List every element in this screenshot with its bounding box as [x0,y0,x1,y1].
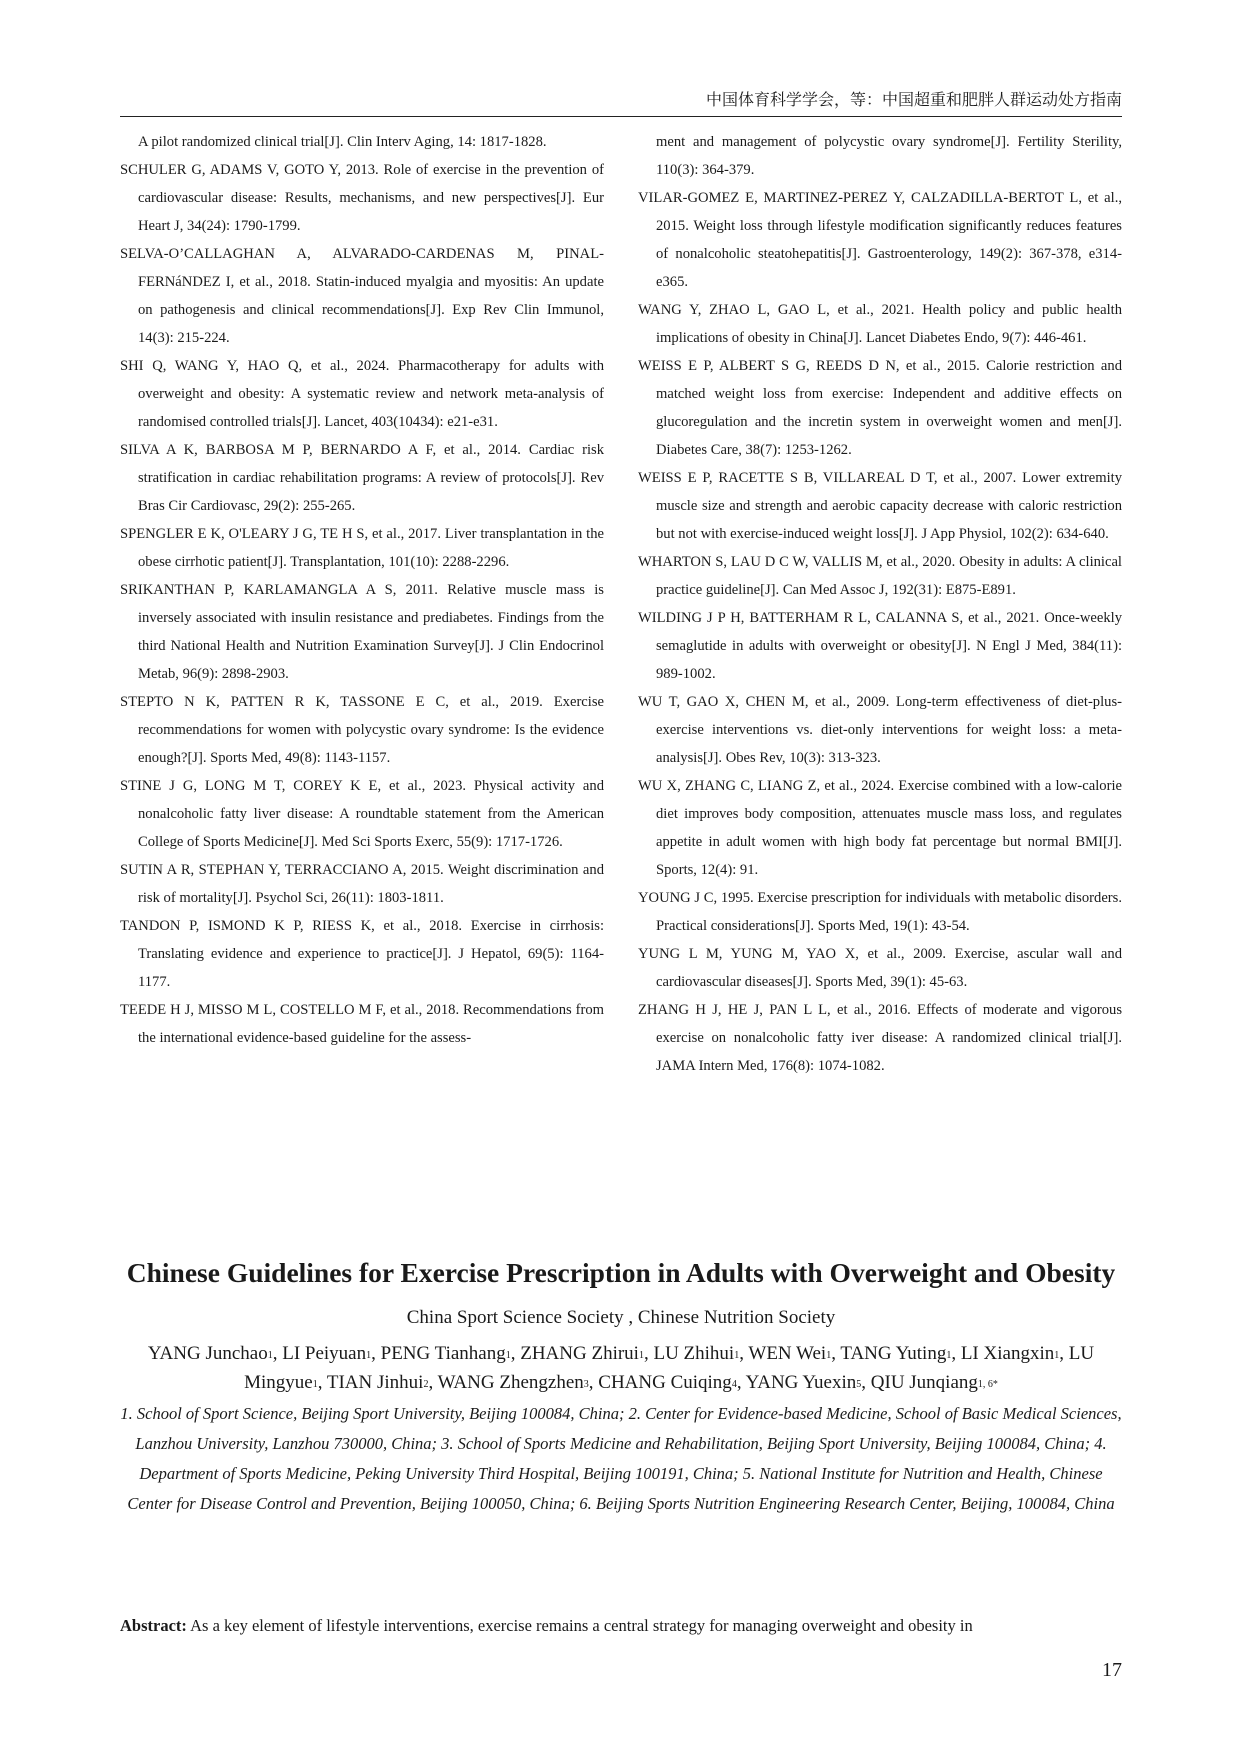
running-header [120,89,1122,117]
author-name: TIAN Jinhui [326,1372,424,1393]
author-list: YANG Junchao$^1$, LI Peiyuan$^1$, PENG Tianhang$^1$, ZHANG Zhirui$^1$, LU Zhihui$^1$, WEN Wei$^1$, TANG Yuting$^1$, LI Xiangxin$^1$, LU Mingyue$^1$, TIAN Jinhui$^2$, WANG Zhengzhen$^3$, CHANG Cuiqing$^4$, YANG Yuexin$^5$, QIU Junqiang$^{1, 6*}$ [147,1343,1095,1393]
author-affiliation-marker: 1 [505,1350,511,1361]
article-heading [120,1253,1122,1519]
reference-entry: VILAR-GOMEZ E, MARTINEZ-PEREZ Y, CALZADILLA-BERTOT L, et al., 2015. Weight loss through lifestyle modification significantly reduces features of nonalcoholic steatohepatitis[J]. Gastroenterology, 149(2): 367-378, e314-e365. [638,190,1122,290]
organizations: China Sport Science Society , Chinese Nutrition Society [406,1307,836,1328]
references-left-column [120,128,604,1052]
reference-entry: SUTIN A R, STEPHAN Y, TERRACCIANO A, 2015. Weight discrimination and risk of mortality[J]. Psychol Sci, 26(11): 1803-1811. [120,862,604,906]
author-name: CHANG Cuiqing [598,1372,732,1393]
reference-entry: ment and management of polycystic ovary syndrome[J]. Fertility Sterility, 110(3): 364-379. [656,134,1122,178]
page-number: 17 [1102,1659,1122,1681]
reference-entry: STEPTO N K, PATTEN R K, TASSONE E C, et al., 2019. Exercise recommendations for women with polycystic ovary syndrome: Is the evidence enough?[J]. Sports Med, 49(8): 1143-1157. [120,694,604,766]
reference-entry: TEEDE H J, MISSO M L, COSTELLO M F, et al., 2018. Recommendations from the international evidence-based guideline for the assess- [120,1002,604,1046]
abstract-label: Abstract: [120,1616,187,1635]
author-name: WEN Wei [748,1343,827,1364]
author-name: LU Mingyue [244,1343,1095,1393]
author-affiliation-marker: 1 [826,1350,832,1361]
author-affiliation-marker: 1 [1054,1350,1060,1361]
reference-entry: ZHANG H J, HE J, PAN L L, et al., 2016. Effects of moderate and vigorous exercise on nonalcoholic fatty iver disease: A randomized clinical trial[J]. JAMA Intern Med, 176(8): 1074-1082. [638,1002,1122,1074]
reference-entry: WILDING J P H, BATTERHAM R L, CALANNA S, et al., 2021. Once-weekly semaglutide in adults with overweight or obesity[J]. N Engl J Med, 384(11): 989-1002. [638,610,1122,682]
author-affiliation-marker: 1, 6* [977,1379,998,1390]
reference-entry: SILVA A K, BARBOSA M P, BERNARDO A F, et al., 2014. Cardiac risk stratification in cardiac rehabilitation programs: A review of protocols[J]. Rev Bras Cir Cardiovasc, 29(2): 255-265. [120,442,604,514]
reference-entry: WEISS E P, RACETTE S B, VILLAREAL D T, et al., 2007. Lower extremity muscle size and strength and aerobic capacity decrease with caloric restriction but not with exercise-induced weight loss[J]. J App Physiol, 102(2): 634-640. [638,470,1122,542]
author-affiliation-marker: 3 [583,1379,589,1390]
author-affiliation-marker: 1 [312,1379,318,1390]
reference-entry: SRIKANTHAN P, KARLAMANGLA A S, 2011. Relative muscle mass is inversely associated with insulin resistance and prediabetes. Findings from the third National Health and Nutrition Examination Survey[J]. J Clin Endocrinol Metab, 96(9): 2898-2903. [120,582,604,682]
author-affiliation-marker: 5 [856,1379,862,1390]
author-name: WANG Zhengzhen [437,1372,584,1393]
author-name: ZHANG Zhirui [520,1343,639,1364]
author-name: LU Zhihui [653,1343,735,1364]
author-name: LI Xiangxin [960,1343,1055,1364]
reference-entry: SCHULER G, ADAMS V, GOTO Y, 2013. Role of exercise in the prevention of cardiovascular disease: Results, mechanisms, and new perspectives[J]. Eur Heart J, 34(24): 1790-1799. [120,162,604,234]
author-affiliation-marker: 1 [638,1350,644,1361]
author-affiliation-marker: 1 [366,1350,372,1361]
author-name: QIU Junqiang [870,1372,978,1393]
author-name: LI Peiyuan [282,1343,367,1364]
reference-entry: WU T, GAO X, CHEN M, et al., 2009. Long-term effectiveness of diet-plus-exercise interventions vs. diet-only interventions for weight loss: a meta-analysis[J]. Obes Rev, 10(3): 313-323. [638,694,1122,766]
author-name: TANG Yuting [840,1343,947,1364]
author-affiliation-marker: 2 [423,1379,429,1390]
reference-entry: SPENGLER E K, O'LEARY J G, TE H S, et al., 2017. Liver transplantation in the obese cirrhotic patient[J]. Transplantation, 101(10): 2288-2296. [120,526,604,570]
reference-entry: WHARTON S, LAU D C W, VALLIS M, et al., 2020. Obesity in adults: A clinical practice guideline[J]. Can Med Assoc J, 192(31): E875-E891. [638,554,1122,598]
author-affiliation-marker: 4 [731,1379,737,1390]
author-affiliation-marker: 1 [946,1350,952,1361]
reference-entry: WANG Y, ZHAO L, GAO L, et al., 2021. Health policy and public health implications of obesity in China[J]. Lancet Diabetes Endo, 9(7): 446-461. [638,302,1122,346]
reference-entry: TANDON P, ISMOND K P, RIESS K, et al., 2018. Exercise in cirrhosis: Translating evidence and experience to practice[J]. J Hepatol, 69(5): 1164-1177. [120,918,604,990]
author-affiliation-marker: 1 [267,1350,273,1361]
reference-entry: SHI Q, WANG Y, HAO Q, et al., 2024. Pharmacotherapy for adults with overweight and obesity: A systematic review and network meta-analysis of randomised controlled trials[J]. Lancet, 403(10434): e21-e31. [120,358,604,430]
reference-entry: A pilot randomized clinical trial[J]. Clin Interv Aging, 14: 1817-1828. [138,134,547,150]
reference-entry: YUNG L M, YUNG M, YAO X, et al., 2009. Exercise, ascular wall and cardiovascular diseases[J]. Sports Med, 39(1): 45-63. [638,946,1122,990]
reference-entry: YOUNG J C, 1995. Exercise prescription for individuals with metabolic disorders. Practical considerations[J]. Sports Med, 19(1): 43-54. [638,890,1122,934]
reference-entry: WU X, ZHANG C, LIANG Z, et al., 2024. Exercise combined with a low-calorie diet improves body composition, attenuates muscle mass loss, and regulates appetite in adult women with high body fat percentage but normal BMI[J]. Sports, 12(4): 91. [638,778,1122,878]
article-title: Chinese Guidelines for Exercise Prescription in Adults with Overweight and Obesity [126,1257,1116,1288]
author-name: YANG Yuexin [745,1372,857,1393]
reference-entry: SELVA-O’CALLAGHAN A, ALVARADO-CARDENAS M, PINAL-FERNáNDEZ I, et al., 2018. Statin-induced myalgia and myositis: An update on pathogenesis and clinical recommendations[J]. Exp Rev Clin Immunol, 14(3): 215-224. [120,246,604,346]
running-title: 中国体育科学学会，等：中国超重和肥胖人群运动处方指南 [705,92,1122,109]
author-name: YANG Junchao [147,1343,268,1364]
references-right-column [638,128,1122,1080]
reference-entry: WEISS E P, ALBERT S G, REEDS D N, et al., 2015. Calorie restriction and matched weight loss from exercise: Independent and additive effects on glucoregulation and the incretin system in overweight women and men[J]. Diabetes Care, 38(7): 1253-1262. [638,358,1122,458]
abstract [120,1613,1122,1639]
reference-entry: STINE J G, LONG M T, COREY K E, et al., 2023. Physical activity and nonalcoholic fatty liver disease: A roundtable statement from the American College of Sports Medicine[J]. Med Sci Sports Exerc, 55(9): 1717-1726. [120,778,604,850]
author-name: PENG Tianhang [380,1343,506,1364]
affiliations: 1. School of Sport Science, Beijing Sport University, Beijing 100084, China; 2. Center for Evidence-based Medicine, School of Basic Medical Sciences, Lanzhou University, Lanzhou 730000, China; 3. School of Sports Medicine and Rehabilitation, Beijing Sport University, Beijing 100084, China; 4. Department of Sports Medicine, Peking University Third Hospital, Beijing 100191, China; 5. National Institute for Nutrition and Health, Chinese Center for Disease Control and Prevention, Beijing 100050, China; 6. Beijing Sports Nutrition Engineering Research Center, Beijing, 100084, China [120,1404,1122,1513]
abstract-text: As a key element of lifestyle interventions, exercise remains a central strategy for managing overweight and obesity in [190,1616,973,1635]
author-affiliation-marker: 1 [734,1350,740,1361]
